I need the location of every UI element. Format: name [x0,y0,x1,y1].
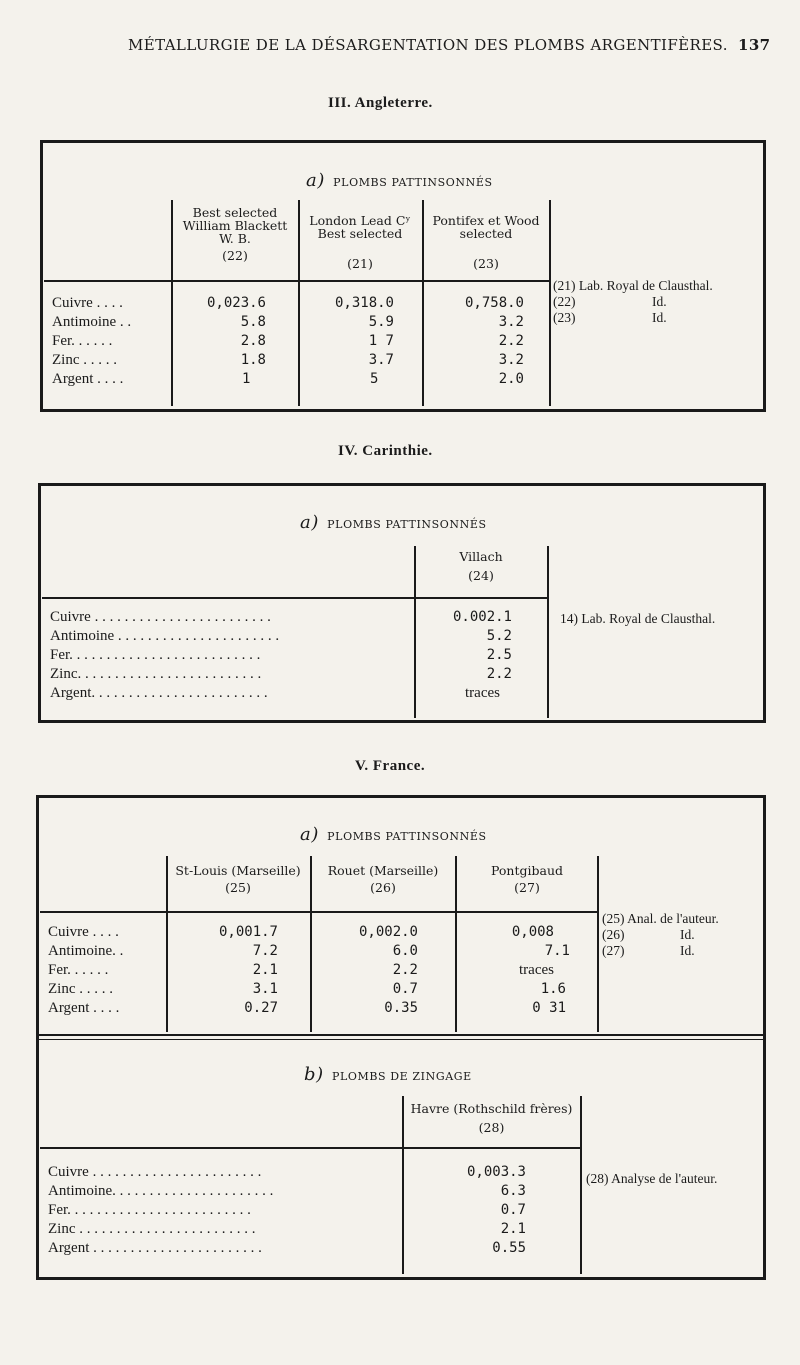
row-labels-france [48,923,123,1018]
row-label: Zinc . . . . . . . . . . . . . . . . . . . . . . . . [48,1221,256,1237]
cell-value: 5 [370,371,379,387]
row-label: Zinc. . . . . . . . . . . . . . . . . . . . . . . . . [50,666,262,682]
note-line: Id. [680,927,695,942]
note-line: (22) [553,294,576,309]
cell-value: 0.002.1 [452,609,512,625]
cell-value: 5.9 [368,314,394,330]
cell-value: 0,002.0 [358,924,418,940]
separator-rule [39,1039,763,1040]
note-line: (28) Analyse de l'auteur. [586,1171,718,1186]
cell-value: 0,001.7 [218,924,278,940]
running-title: MÉTALLURGIE DE LA DÉSARGENTATION DES PLOMBS ARGENTIFÈRES. [128,36,728,54]
subtitle-france-a [300,824,487,845]
cell-value: 2.5 [486,647,512,663]
row-label: Cuivre . . . . [52,295,123,311]
section-title-carinthie: IV. Carinthie. [338,443,433,459]
cell-value: 1.8 [240,352,266,368]
row-label: Cuivre . . . . . . . . . . . . . . . . . . . . . . . . [50,609,271,625]
section-title-angleterre: III. Angleterre. [328,95,433,111]
subtitle-text: PLOMBS DE ZINGAGE [331,1070,472,1083]
values-col-villach [432,608,512,703]
row-labels-angleterre [52,294,131,389]
cell-value: 6.3 [500,1183,526,1199]
column-header-st-louis: St-Louis (Marseille) (25) [175,863,301,895]
cell-value: 1 7 [368,333,394,349]
cell-value: 2.2 [392,962,418,978]
column-header-villach: Villach (24) [459,549,503,583]
note-line: (23) [553,310,576,325]
subtitle-text: PLOMBS PATTINSONNÉS [327,830,487,843]
cell-value: 0.7 [392,981,418,997]
column-header-pontifex: Pontifex et Wood selected (23) [432,213,540,271]
column-header-havre: Havre (Rothschild frères) (28) [410,1101,573,1135]
subtitle-carinthie [300,512,487,533]
subtitle-letter: a) [300,824,319,845]
column-header-london-lead: London Lead Cʸ Best selected (21) [309,213,411,271]
note-line: (26) [602,927,625,942]
cell-value: 1 [242,371,251,387]
subtitle-text: PLOMBS PATTINSONNÉS [327,518,487,531]
cell-value: 0.27 [244,1000,278,1016]
row-label: Fer. . . . . . [48,962,109,978]
values-col-pontgibaud [490,923,570,1018]
cell-value: 7.1 [544,943,570,959]
cell-value: 7.2 [252,943,278,959]
cell-value: 3.2 [498,314,524,330]
row-labels-zingage [48,1163,398,1258]
subtitle-text: PLOMBS PATTINSONNÉS [333,176,493,189]
cell-value: 3.2 [498,352,524,368]
values-col-blackett [190,294,266,389]
subtitle-france-b [304,1064,472,1085]
values-col-pontifex [448,294,524,389]
cell-value: 2.1 [500,1221,526,1237]
page-number: 137 [738,36,771,54]
cell-value: 0,758.0 [464,295,524,311]
cell-value: traces [465,685,500,701]
cell-value: 0 31 [532,1000,566,1016]
cell-value: 0.35 [384,1000,418,1016]
values-col-st-louis [200,923,278,1018]
cell-value: 6.0 [392,943,418,959]
row-label: Cuivre . . . . [48,924,119,940]
note-line: (27) [602,943,625,958]
cell-value: 2.2 [498,333,524,349]
row-label: Fer. . . . . . . . . . . . . . . . . . . . . . . . . [48,1202,251,1218]
values-col-rouet [340,923,418,1018]
cell-value: traces [519,962,554,978]
cell-value: 0,008 [511,924,554,940]
values-col-london-lead [318,294,394,389]
cell-value: 0.55 [492,1240,526,1256]
note-line: Id. [680,943,695,958]
cell-value: 0,318.0 [334,295,394,311]
cell-value: 2.8 [240,333,266,349]
values-col-havre [450,1163,526,1258]
note-line: 14) Lab. Royal de Clausthal. [560,611,716,626]
cell-value: 1.6 [540,981,566,997]
cell-value: 0,023.6 [206,295,266,311]
row-label: Argent. . . . . . . . . . . . . . . . . . . . . . . . [50,685,268,701]
cell-value: 5.8 [240,314,266,330]
subtitle-letter: a) [300,512,319,533]
column-header-blackett: Best selected William Blackett W. B. (22) [182,205,288,263]
cell-value: 0,003.3 [466,1164,526,1180]
note-line: Id. [652,310,667,325]
cell-value: 3.7 [368,352,394,368]
row-label: Antimoine. . [48,943,124,959]
note-line: (21) Lab. Royal de Clausthal. [553,278,713,293]
row-label: Antimoine . . . . . . . . . . . . . . . . . . . . . . [50,628,280,644]
row-labels-carinthie [50,608,410,703]
row-label: Antimoine. . . . . . . . . . . . . . . . . . . . . . [48,1183,274,1199]
column-header-pontgibaud: Pontgibaud (27) [490,863,563,895]
row-label: Fer. . . . . . [52,333,113,349]
row-label: Zinc . . . . . [52,352,117,368]
cell-value: 2.2 [486,666,512,682]
row-label: Argent . . . . [52,371,124,387]
cell-value: 0.7 [500,1202,526,1218]
row-label: Fer. . . . . . . . . . . . . . . . . . . . . . . . . . [50,647,261,663]
section-title-france: V. France. [355,758,426,774]
cell-value: 2.1 [252,962,278,978]
subtitle-letter: b) [304,1064,324,1085]
cell-value: 3.1 [252,981,278,997]
separator-rule [39,1034,763,1036]
note-line: (25) Anal. de l'auteur. [602,911,719,926]
note-line: Id. [652,294,667,309]
row-label: Antimoine . . [52,314,132,330]
row-label: Argent . . . . [48,1000,120,1016]
subtitle-letter: a) [306,170,325,191]
subtitle-angleterre [306,170,493,191]
row-label: Cuivre . . . . . . . . . . . . . . . . . . . . . . . [48,1164,262,1180]
row-label: Argent . . . . . . . . . . . . . . . . . . . . . . . [48,1240,262,1256]
cell-value: 2.0 [498,371,524,387]
column-header-rouet: Rouet (Marseille) (26) [327,863,439,895]
cell-value: 5.2 [486,628,512,644]
row-label: Zinc . . . . . [48,981,113,997]
